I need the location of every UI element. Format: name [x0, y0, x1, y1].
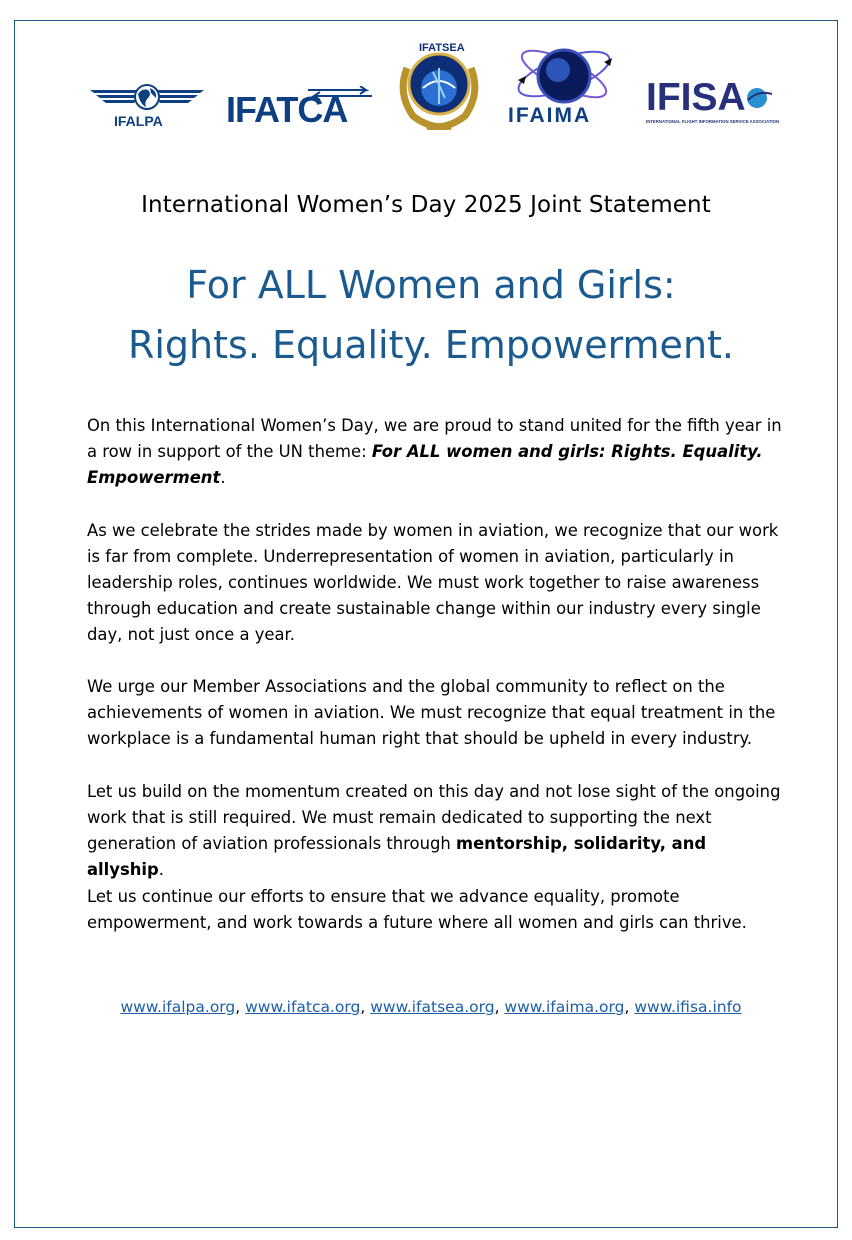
- ifaima-logo: [506, 40, 624, 130]
- ifisa-globe-icon: [744, 86, 774, 110]
- ifatca-wordmark: IFATCA: [226, 89, 348, 130]
- link-ifisa[interactable]: www.ifisa.info: [634, 998, 742, 1016]
- ifalpa-logo: [88, 82, 206, 132]
- ifatsea-wordmark: IFATSEA: [419, 42, 465, 54]
- link-separator: ,: [360, 998, 371, 1016]
- document-subtitle: International Women’s Day 2025 Joint Statement: [141, 192, 711, 218]
- ifalpa-wings-icon: [88, 82, 206, 114]
- un-theme-text: For ALL women and girls: Rights. Equality. Empowerment: [87, 442, 763, 487]
- ifatca-logo: [226, 86, 376, 132]
- headline-line-1: For ALL Women and Girls:: [186, 263, 676, 307]
- paragraph-2: As we celebrate the strides made by women in aviation, we recognize that our work is far from complete. Underrepresentation of women in aviation, particularly in leadership roles, continues worldwide. We must work together to raise awareness through education and create sustainable change within our industry every single day, not just once a year.: [87, 521, 779, 644]
- link-ifatca[interactable]: www.ifatca.org: [245, 998, 361, 1016]
- ifaima-wordmark: IFAIMA: [508, 104, 592, 127]
- link-separator: ,: [235, 998, 246, 1016]
- ifalpa-wordmark: IFALPA: [114, 113, 163, 129]
- website-links: [0, 998, 852, 1016]
- paragraph-1-text: On this International Women’s Day, we are proud to stand united for the fifth year in a row in support of the UN theme:: [87, 416, 782, 461]
- ifisa-tagline: INTERNATIONAL FLIGHT INFORMATION SERVICE ASSOCIATION: [646, 119, 780, 124]
- link-ifatsea[interactable]: www.ifatsea.org: [370, 998, 495, 1016]
- paragraph-4: [87, 779, 787, 883]
- headline-line-2: Rights. Equality. Empowerment.: [127, 323, 735, 367]
- link-ifaima[interactable]: www.ifaima.org: [504, 998, 625, 1016]
- paragraph-4-text: Let us build on the momentum created on this day and not lose sight of the ongoing work that is still required. We must remain dedicated to supporting the next generation of aviation professionals through: [87, 782, 781, 853]
- ifisa-logo: [646, 76, 780, 128]
- link-separator: ,: [624, 998, 635, 1016]
- logo-strip: [0, 38, 852, 138]
- ifisa-wordmark: IFISA: [646, 76, 746, 119]
- link-ifalpa[interactable]: www.ifalpa.org: [120, 998, 236, 1016]
- paragraph-4-end: .: [158, 860, 164, 879]
- paragraph-1-end: .: [220, 468, 226, 487]
- paragraph-5: Let us continue our efforts to ensure that we advance equality, promote empowerment, and work towards a future where all women and girls can thrive.: [87, 887, 747, 932]
- ifaima-globe-icon: [506, 40, 624, 110]
- ifatsea-logo: [393, 38, 485, 130]
- paragraph-3: We urge our Member Associations and the global community to reflect on the achievements of women in aviation. We must recognize that equal treatment in the workplace is a fundamental human right that should be upheld in every industry.: [87, 677, 776, 748]
- paragraph-1: [87, 413, 787, 491]
- paragraph-4-bold: mentorship, solidarity, and allyship: [87, 834, 707, 879]
- link-separator: ,: [494, 998, 505, 1016]
